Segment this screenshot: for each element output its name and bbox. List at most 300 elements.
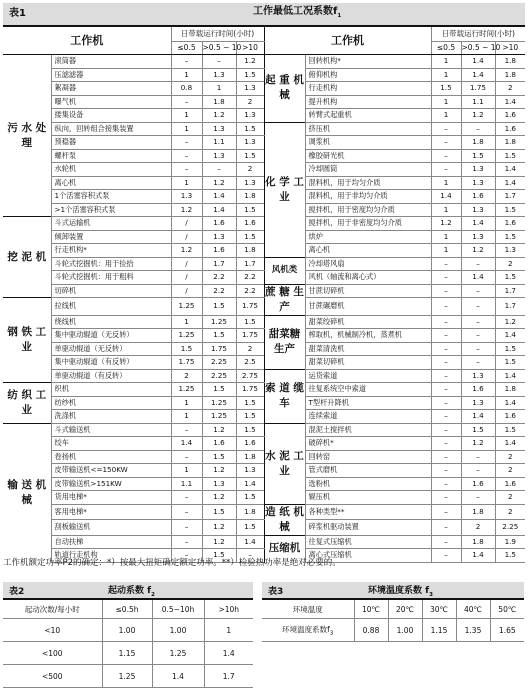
- left-machine-name: 行走机构*: [51, 244, 171, 258]
- table2-cell: 1.15: [102, 642, 152, 665]
- left-machine-name: 单驱动辊道（无反转）: [51, 342, 171, 356]
- right-factor-value: –: [461, 315, 495, 329]
- left-factor-value: 1.25: [202, 410, 236, 424]
- left-factor-value: –: [171, 549, 202, 563]
- left-machine-name: 皮带输送机>151KW: [51, 477, 171, 491]
- left-factor-value: 2.5: [236, 356, 264, 370]
- right-factor-value: –: [431, 491, 461, 505]
- right-factor-value: 1.2: [461, 109, 495, 123]
- table-row: [3, 619, 253, 642]
- table-row: [3, 284, 525, 298]
- left-factor-value: 1.2: [171, 244, 202, 258]
- right-factor-value: 1.4: [495, 396, 525, 410]
- right-factor-value: 1.4: [495, 369, 525, 383]
- left-machine-name: 客用电梯*: [51, 504, 171, 520]
- right-machine-name: 甘蔗切碎机: [305, 284, 431, 298]
- table2-cell: <10: [3, 619, 102, 642]
- table2-cell: 1.25: [102, 665, 152, 688]
- left-category-label: 污 水 处 理: [3, 55, 51, 217]
- left-factor-value: 1.5: [236, 230, 264, 244]
- right-category-label: 甜菜糖 生产: [264, 315, 305, 369]
- left-range-3: >10: [236, 42, 264, 55]
- right-machine-name: 甘蔗碾磨机: [305, 298, 431, 316]
- right-factor-value: 1.8: [461, 535, 495, 549]
- right-machine-name: 混料机，用于非均匀介质: [305, 190, 431, 204]
- right-factor-value: 1.3: [461, 176, 495, 190]
- right-range-2: >0.5 ~ 10: [461, 42, 495, 55]
- right-machine-name: 烘炉: [305, 230, 431, 244]
- right-category-label: 起 重 机 械: [264, 55, 305, 123]
- right-factor-value: 1.6: [495, 109, 525, 123]
- right-factor-value: 1.4: [461, 68, 495, 82]
- right-factor-value: 1.3: [461, 163, 495, 177]
- left-machine-name: 自动扶梯: [51, 535, 171, 549]
- right-factor-value: 1.6: [461, 190, 495, 204]
- left-factor-value: 1.3: [202, 122, 236, 136]
- right-factor-value: –: [431, 298, 461, 316]
- right-factor-value: 1: [431, 244, 461, 258]
- right-factor-value: 1.7: [495, 298, 525, 316]
- left-factor-value: 2.25: [202, 356, 236, 370]
- left-factor-value: 2.2: [236, 271, 264, 285]
- right-factor-value: –: [461, 491, 495, 505]
- right-machine-name: 往复系统空中索道: [305, 383, 431, 397]
- right-factor-value: 2: [495, 82, 525, 96]
- left-factor-value: 1.6: [202, 244, 236, 258]
- right-factor-value: 1.6: [461, 477, 495, 491]
- left-factor-value: –: [171, 535, 202, 549]
- right-factor-value: 1.4: [461, 549, 495, 563]
- left-factor-value: 1.3: [236, 176, 264, 190]
- left-factor-value: 1: [171, 396, 202, 410]
- right-factor-value: –: [431, 257, 461, 271]
- right-factor-value: 1.8: [495, 136, 525, 150]
- left-factor-value: 1: [171, 109, 202, 123]
- table-row: [3, 423, 525, 437]
- right-machine-name: 各种类型**: [305, 504, 431, 520]
- left-factor-value: /: [171, 257, 202, 271]
- right-factor-value: 1: [431, 203, 461, 217]
- left-factor-value: 1.6: [202, 217, 236, 231]
- left-factor-value: 1.4: [236, 477, 264, 491]
- right-factor-value: –: [431, 423, 461, 437]
- right-factor-value: –: [431, 369, 461, 383]
- table3-header-t5: 50℃: [490, 599, 524, 619]
- right-machine-name: 回转窑: [305, 450, 431, 464]
- left-factor-value: 1.7: [236, 257, 264, 271]
- right-category-label: 化 学 工 业: [264, 122, 305, 257]
- right-factor-value: –: [431, 504, 461, 520]
- right-machine-name: 挤压机: [305, 122, 431, 136]
- left-factor-value: 2.2: [236, 284, 264, 298]
- left-factor-value: 1: [171, 68, 202, 82]
- table3-header-t3: 30℃: [422, 599, 456, 619]
- left-factor-value: 1.75: [171, 356, 202, 370]
- right-factor-value: –: [431, 136, 461, 150]
- left-machine-name: 絮凝器: [51, 82, 171, 96]
- left-factor-value: 1.2: [202, 535, 236, 549]
- table3-title: 环境温度系数 $f_3$: [354, 582, 524, 599]
- left-factor-value: 1.75: [202, 342, 236, 356]
- left-factor-value: 1.75: [236, 329, 264, 343]
- right-machine-name: 提升机构: [305, 95, 431, 109]
- right-machine-name: 连续索道: [305, 410, 431, 424]
- left-factor-value: 1.4: [236, 535, 264, 549]
- right-factor-value: 1.8: [461, 504, 495, 520]
- right-machine-name: 调浆机: [305, 136, 431, 150]
- right-factor-value: 1.8: [461, 136, 495, 150]
- left-factor-value: –: [171, 95, 202, 109]
- left-machine-name: 1个活塞容积式泵: [51, 190, 171, 204]
- left-factor-value: –: [171, 163, 202, 177]
- left-machine-name: 卷扬机: [51, 450, 171, 464]
- left-factor-value: /: [171, 230, 202, 244]
- left-factor-value: 1.6: [202, 437, 236, 451]
- left-factor-value: 1.5: [236, 491, 264, 505]
- right-factor-value: 1.5: [495, 549, 525, 563]
- right-factor-value: 1.5: [461, 423, 495, 437]
- table2-cell: <100: [3, 642, 102, 665]
- table2-cell: 1.4: [152, 665, 204, 688]
- left-factor-value: 1.6: [236, 437, 264, 451]
- right-machine-name: 搅拌机，用于非密度均匀介质: [305, 217, 431, 231]
- right-factor-value: 1.5: [495, 271, 525, 285]
- left-machine-name: 刮板输送机: [51, 520, 171, 536]
- left-machine-name: 离心机: [51, 176, 171, 190]
- right-factor-value: 1.2: [461, 244, 495, 258]
- right-factor-value: 1.4: [461, 271, 495, 285]
- right-factor-value: –: [461, 342, 495, 356]
- left-factor-value: 1.5: [236, 423, 264, 437]
- left-machine-name: 螺杆泵: [51, 149, 171, 163]
- left-factor-value: 1.5: [236, 315, 264, 329]
- right-machine-name: 选粉机: [305, 477, 431, 491]
- right-factor-value: –: [431, 410, 461, 424]
- right-factor-value: 1: [431, 109, 461, 123]
- left-machine-name: 斗式运输机: [51, 217, 171, 231]
- left-machine-name: 斗轮式挖掘机：用于粗料: [51, 271, 171, 285]
- right-category-label: 风机类: [264, 257, 305, 284]
- left-factor-value: 1.3: [171, 190, 202, 204]
- table3-cell: 1.15: [422, 619, 456, 642]
- left-machine-name: 单驱动辊道（有反转）: [51, 369, 171, 383]
- left-factor-value: 1: [171, 410, 202, 424]
- left-machine-name: 织机: [51, 383, 171, 397]
- right-machine-name: 冷却圆筒: [305, 163, 431, 177]
- left-machine-name: 轨道行走机构: [51, 549, 171, 563]
- right-factor-value: 1.4: [495, 329, 525, 343]
- right-factor-value: 2: [495, 504, 525, 520]
- left-factor-value: 1.25: [202, 396, 236, 410]
- left-factor-value: 1.5: [202, 298, 236, 316]
- left-factor-value: 1.5: [202, 450, 236, 464]
- table-row: [3, 504, 525, 520]
- right-factor-value: 1.4: [461, 217, 495, 231]
- table2-cell: 1.00: [152, 619, 204, 642]
- table2-label: 表2: [3, 582, 102, 599]
- right-factor-value: 1.4: [461, 55, 495, 69]
- left-category-label: 输 送 机 械: [3, 423, 51, 562]
- right-machine-name: 管式磨机: [305, 464, 431, 478]
- right-machine-name: 回转机构*: [305, 55, 431, 69]
- right-machine-name: 榨取机，机械制冷机，蒸煮机: [305, 329, 431, 343]
- table3-cell: 0.88: [354, 619, 388, 642]
- table-row: [3, 369, 525, 383]
- right-machine-name: 往复式压缩机: [305, 535, 431, 549]
- table2-cell: 1: [204, 619, 253, 642]
- right-factor-value: 1.6: [495, 217, 525, 231]
- table-row: [262, 619, 524, 642]
- right-machine-name: 甜菜绞碎机: [305, 315, 431, 329]
- right-factor-value: 1.2: [461, 437, 495, 451]
- right-machine-name: 行走机构: [305, 82, 431, 96]
- left-factor-value: –: [171, 55, 202, 69]
- right-machine-header: 工作机: [264, 26, 431, 55]
- right-factor-value: 1: [431, 176, 461, 190]
- table2-header-starts: 起动次数/每小时: [3, 599, 102, 619]
- right-factor-value: 1.5: [431, 82, 461, 96]
- right-machine-name: 混泥土搅拌机: [305, 423, 431, 437]
- left-category-label: 挖 泥 机: [3, 217, 51, 298]
- left-factor-value: 1.25: [171, 329, 202, 343]
- left-machine-name: 曝气机: [51, 95, 171, 109]
- left-machine-name: 倾卸装置: [51, 230, 171, 244]
- table2-cell: 1.4: [204, 642, 253, 665]
- left-factor-value: 1: [171, 122, 202, 136]
- right-factor-value: 2: [495, 491, 525, 505]
- left-factor-value: 1.5: [202, 383, 236, 397]
- right-factor-value: 1.75: [461, 82, 495, 96]
- right-factor-value: 1.5: [495, 356, 525, 370]
- left-factor-value: 1: [171, 315, 202, 329]
- right-factor-value: 2: [495, 464, 525, 478]
- right-factor-value: 1.8: [495, 68, 525, 82]
- left-factor-value: 2: [236, 95, 264, 109]
- right-category-label: 蔗 糖 生 产: [264, 284, 305, 315]
- right-machine-name: 甜菜清洗机: [305, 342, 431, 356]
- left-factor-value: –: [171, 491, 202, 505]
- table3-cell: 1.35: [456, 619, 490, 642]
- table3-cell: 1.65: [490, 619, 524, 642]
- left-factor-value: –: [171, 520, 202, 536]
- left-factor-value: 1.2: [202, 176, 236, 190]
- left-factor-value: 2.2: [202, 284, 236, 298]
- right-factor-value: 1.8: [495, 383, 525, 397]
- right-factor-value: 1.8: [495, 55, 525, 69]
- left-factor-value: 1.5: [236, 68, 264, 82]
- right-machine-name: 冷却塔风扇: [305, 257, 431, 271]
- left-factor-value: 1.25: [171, 298, 202, 316]
- left-factor-value: 1.3: [202, 477, 236, 491]
- left-factor-value: 1.3: [202, 149, 236, 163]
- left-factor-value: 1.2: [202, 520, 236, 536]
- left-machine-header: 工作机: [3, 26, 171, 55]
- table2-cell: <500: [3, 665, 102, 688]
- left-machine-name: 皮带输送机<=150KW: [51, 464, 171, 478]
- left-factor-value: 1: [171, 464, 202, 478]
- table-row: [3, 665, 253, 688]
- left-factor-value: –: [202, 163, 236, 177]
- table-row: [3, 315, 525, 329]
- right-machine-name: T型杆升降机: [305, 396, 431, 410]
- right-machine-name: 混料机，用于均匀介质: [305, 176, 431, 190]
- left-factor-value: 1.3: [236, 464, 264, 478]
- right-factor-value: –: [461, 329, 495, 343]
- right-factor-value: –: [431, 549, 461, 563]
- right-factor-value: –: [431, 342, 461, 356]
- left-factor-value: /: [171, 284, 202, 298]
- right-factor-value: 1: [431, 95, 461, 109]
- right-factor-value: 1.3: [461, 230, 495, 244]
- right-factor-value: 1: [431, 55, 461, 69]
- right-category-label: 索 道 缆 车: [264, 369, 305, 423]
- start-factor-table: [3, 582, 253, 688]
- left-daily-header: 日带载运行时间(小时): [171, 26, 264, 42]
- left-machine-name: 水轮机: [51, 163, 171, 177]
- right-factor-value: 1.2: [431, 217, 461, 231]
- right-factor-value: 1: [431, 230, 461, 244]
- table2-header-col2: 0.5~10h: [152, 599, 204, 619]
- left-machine-name: 滚筒器: [51, 55, 171, 69]
- right-factor-value: 1.6: [495, 122, 525, 136]
- table3-header-t2: 20℃: [388, 599, 422, 619]
- left-factor-value: 1.5: [171, 342, 202, 356]
- right-factor-value: 2: [461, 520, 495, 536]
- table2-cell: 1.25: [152, 642, 204, 665]
- left-machine-name: 货用电梯*: [51, 491, 171, 505]
- right-factor-value: –: [431, 122, 461, 136]
- left-factor-value: 1.1: [171, 477, 202, 491]
- left-category-label: 钢 铁 工 业: [3, 298, 51, 383]
- left-factor-value: –: [171, 136, 202, 150]
- left-factor-value: 1.8: [236, 244, 264, 258]
- right-factor-value: 1.4: [495, 176, 525, 190]
- right-machine-name: 离心式压缩机: [305, 549, 431, 563]
- left-machine-name: 绕线机: [51, 315, 171, 329]
- left-factor-value: 1.2: [202, 423, 236, 437]
- left-machine-name: 斗轮式挖掘机：用于捡拾: [51, 257, 171, 271]
- right-factor-value: –: [431, 535, 461, 549]
- right-factor-value: 1.7: [495, 190, 525, 204]
- left-factor-value: 1.5: [236, 149, 264, 163]
- table-row: [3, 535, 525, 549]
- table3-label: 表3: [262, 582, 354, 599]
- right-factor-value: –: [431, 464, 461, 478]
- right-factor-value: –: [461, 464, 495, 478]
- left-factor-value: –: [171, 423, 202, 437]
- left-factor-value: 1.5: [202, 549, 236, 563]
- left-factor-value: 1.4: [202, 203, 236, 217]
- right-factor-value: 1.3: [461, 203, 495, 217]
- left-factor-value: 1.3: [236, 82, 264, 96]
- left-factor-value: /: [171, 271, 202, 285]
- table2-header-col1: ≤0.5h: [102, 599, 152, 619]
- left-factor-value: 1.5: [236, 203, 264, 217]
- left-factor-value: 1: [171, 176, 202, 190]
- right-machine-name: 破碎机*: [305, 437, 431, 451]
- right-factor-value: 1.5: [495, 230, 525, 244]
- left-factor-value: 2: [236, 163, 264, 177]
- left-machine-name: 压滤滤器: [51, 68, 171, 82]
- right-category-label: 造 纸 机 械: [264, 504, 305, 535]
- right-machine-name: 搅拌机，用于密度均匀介质: [305, 203, 431, 217]
- right-factor-value: 1.5: [461, 149, 495, 163]
- left-factor-value: 1.8: [236, 504, 264, 520]
- left-factor-value: 1.2: [236, 55, 264, 69]
- left-factor-value: 1.75: [236, 383, 264, 397]
- right-factor-value: 1.3: [461, 369, 495, 383]
- left-factor-value: 2: [236, 342, 264, 356]
- left-factor-value: 1.7: [202, 257, 236, 271]
- ambient-temperature-table: [262, 582, 524, 642]
- right-machine-name: 转臂式起重机: [305, 109, 431, 123]
- right-factor-value: –: [431, 149, 461, 163]
- left-factor-value: 0.8: [171, 82, 202, 96]
- left-factor-value: 1.8: [202, 95, 236, 109]
- right-factor-value: –: [461, 257, 495, 271]
- left-machine-name: 纺纱机: [51, 396, 171, 410]
- left-factor-value: 1.5: [202, 504, 236, 520]
- right-factor-value: –: [461, 356, 495, 370]
- footnote: 工作机额定功率P2的确定：*）按最大扭矩确定额定功率。**）检验热功率是绝对必要的。: [3, 558, 341, 568]
- left-machine-name: 斗式输送机: [51, 423, 171, 437]
- right-daily-header: 日带载运行时间(小时): [431, 26, 525, 42]
- left-factor-value: 1.5: [202, 329, 236, 343]
- right-machine-name: 橡胶研光机: [305, 149, 431, 163]
- left-factor-value: 2: [171, 369, 202, 383]
- right-factor-value: 1.5: [495, 423, 525, 437]
- right-factor-value: –: [431, 315, 461, 329]
- right-factor-value: –: [431, 450, 461, 464]
- right-factor-value: 1.5: [495, 342, 525, 356]
- right-machine-name: 离心机: [305, 244, 431, 258]
- left-factor-value: 1.5: [236, 520, 264, 536]
- right-factor-value: 1.4: [495, 163, 525, 177]
- right-factor-value: 1.6: [495, 477, 525, 491]
- left-factor-value: 1: [202, 82, 236, 96]
- table-row: [3, 55, 525, 69]
- right-factor-value: 1.3: [461, 396, 495, 410]
- left-factor-value: 1.2: [202, 491, 236, 505]
- right-factor-value: 1: [431, 68, 461, 82]
- right-machine-name: 甜菜切碎机: [305, 356, 431, 370]
- left-factor-value: /: [171, 217, 202, 231]
- right-factor-value: 1.5: [495, 149, 525, 163]
- right-factor-value: 1.2: [495, 315, 525, 329]
- left-machine-name: 绞车: [51, 437, 171, 451]
- right-factor-value: –: [461, 298, 495, 316]
- right-factor-value: –: [461, 122, 495, 136]
- table2-header-col3: >10h: [204, 599, 253, 619]
- right-factor-value: –: [461, 284, 495, 298]
- right-category-label: 压缩机: [264, 535, 305, 562]
- right-machine-name: 运货索道: [305, 369, 431, 383]
- right-factor-value: –: [431, 520, 461, 536]
- working-condition-factor-table: [3, 3, 525, 563]
- left-category-label: 纺 织 工 业: [3, 383, 51, 424]
- right-factor-value: –: [431, 383, 461, 397]
- right-machine-name: 俯仰机构: [305, 68, 431, 82]
- left-factor-value: 1.5: [236, 396, 264, 410]
- table3-cell: 1.00: [388, 619, 422, 642]
- left-range-2: >0.5 ~ 10: [202, 42, 236, 55]
- right-range-3: >10: [495, 42, 525, 55]
- left-factor-value: 2.75: [236, 369, 264, 383]
- right-factor-value: 1.7: [495, 284, 525, 298]
- right-factor-value: 1.4: [495, 437, 525, 451]
- left-machine-name: 集中驱动辊道（无反转）: [51, 329, 171, 343]
- table3-header-t1: 10℃: [354, 599, 388, 619]
